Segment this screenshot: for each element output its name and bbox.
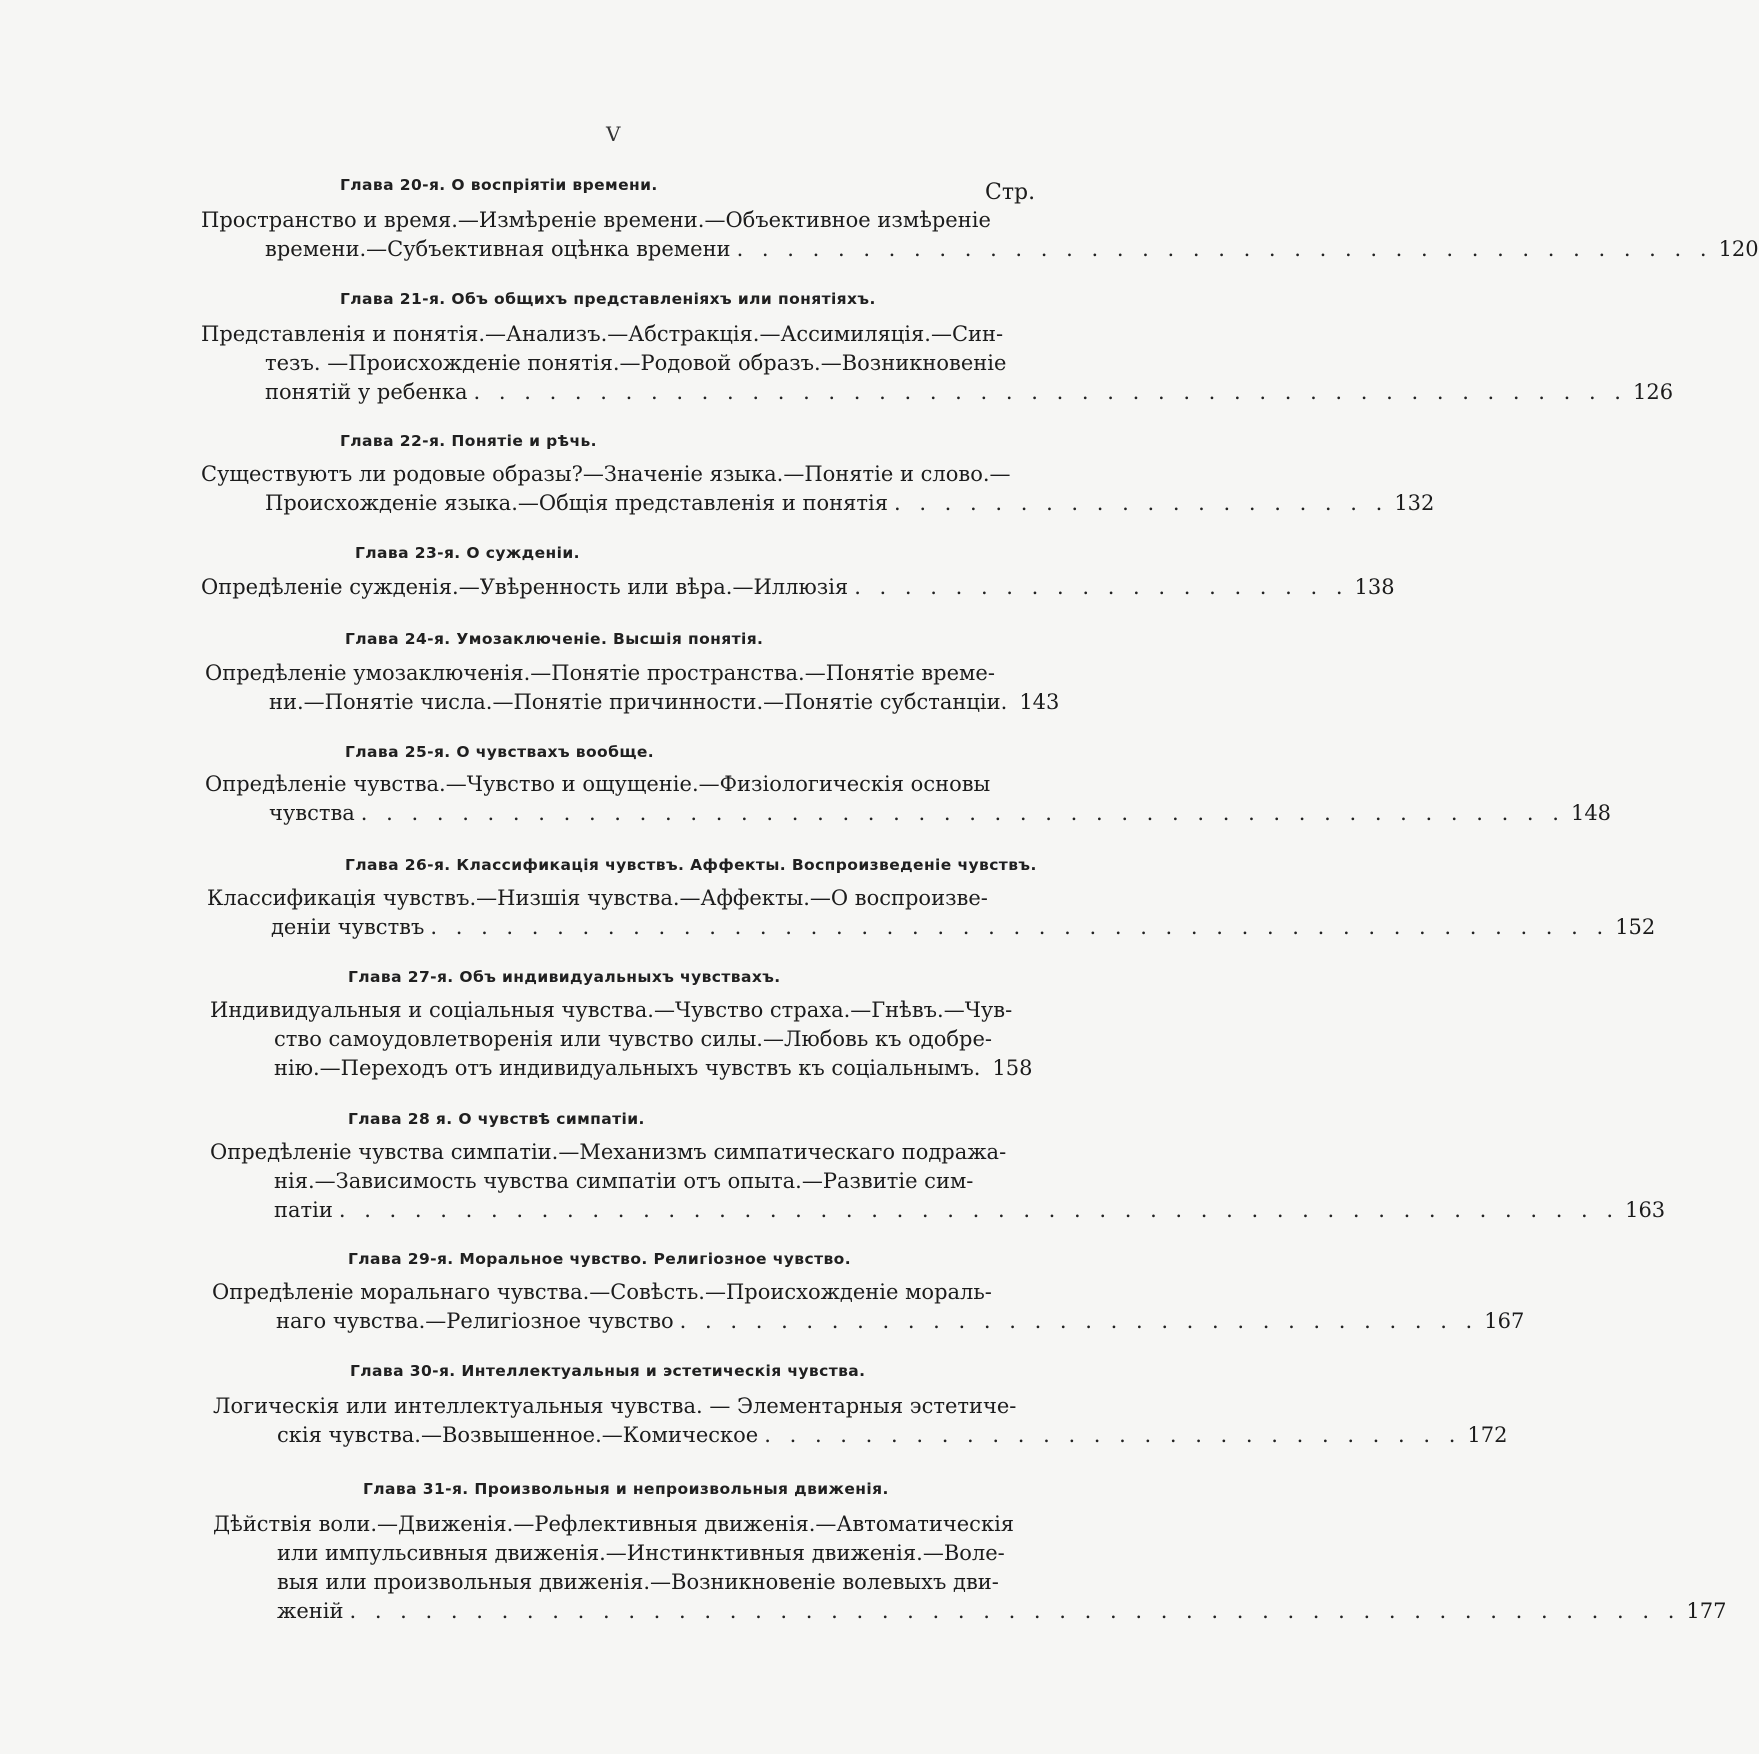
summary-line: Классификація чувствъ.—Низшія чувства.—Аффекты.—О воспроизве- — [207, 886, 988, 910]
chapter-summary — [201, 460, 1435, 518]
leader-dots: . . . . . . . . . . . . . . . . . . . . . . . . . . . . . . . . . . . . . . . . . . . . . . — [473, 380, 1627, 404]
chapter-heading: Глава 23-я. О сужденіи. — [355, 544, 580, 562]
page-column-label: Стр. — [985, 180, 1036, 205]
summary-last-line — [201, 235, 1759, 264]
leader-dots: . . . . . . . . . . . . . . . . . . . . — [854, 575, 1349, 599]
chapter-summary — [210, 1138, 1666, 1225]
summary-line: Дѣйствія воли.—Движенія.—Рефлективныя движенія.—Автоматическія — [213, 1512, 1015, 1536]
summary-line: выя или произвольныя движенія.—Возникновеніе волевыхъ дви- — [277, 1570, 999, 1594]
summary-last-line — [205, 799, 1612, 828]
chapter-heading: Глава 31-я. Произвольныя и непроизвольныя движенія. — [363, 1480, 889, 1498]
summary-last-line — [201, 489, 1435, 518]
chapter-summary — [201, 573, 1395, 602]
chapter-summary — [201, 320, 1674, 407]
summary-line: патіи — [274, 1198, 333, 1222]
summary-line: наго чувства.—Религіозное чувство — [276, 1309, 674, 1333]
chapter-heading: Глава 29-я. Моральное чувство. Религіозное чувство. — [348, 1250, 851, 1268]
leader-dots: . . . . . . . . . . . . . . . . . . . . . . . . . . . . . . . . . . . . . . . . . . . . . . . — [430, 915, 1610, 939]
summary-line: Опредѣленіе сужденія.—Увѣренность или вѣра.—Иллюзія — [201, 575, 849, 599]
chapter-summary — [213, 1510, 1727, 1626]
summary-line: женій — [277, 1599, 344, 1623]
summary-line: понятій у ребенка — [265, 380, 468, 404]
chapter-heading: Глава 28 я. О чувствѣ симпатіи. — [348, 1110, 645, 1128]
summary-last-line — [213, 1421, 1508, 1450]
summary-last-line — [212, 1307, 1525, 1336]
summary-last-line — [213, 1597, 1727, 1626]
summary-line: Опредѣленіе умозаключенія.—Понятіе пространства.—Понятіе време- — [205, 661, 995, 685]
summary-line: Опредѣленіе моральнаго чувства.—Совѣсть.—Происхожденіе мораль- — [212, 1280, 992, 1304]
chapter-summary — [210, 996, 1032, 1083]
chapter-heading: Глава 30-я. Интеллектуальныя и эстетическія чувства. — [350, 1362, 866, 1380]
page-ref: 148 — [1570, 801, 1612, 825]
page-ref: 143 — [1019, 690, 1060, 714]
chapter-heading: Глава 27-я. Объ индивидуальныхъ чувствахъ. — [348, 968, 781, 986]
summary-line: чувства — [269, 801, 355, 825]
chapter-heading: Глава 25-я. О чувствахъ вообще. — [345, 743, 655, 761]
page-ref: 132 — [1394, 491, 1435, 515]
chapter-summary — [205, 770, 1612, 828]
leader-dots: . . . . . . . . . . . . . . . . . . . . — [893, 491, 1389, 515]
summary-line: времени.—Субъективная оцѣнка времени — [265, 237, 731, 261]
summary-line: Опредѣленіе чувства.—Чувство и ощущеніе.—Физіологическія основы — [205, 772, 991, 796]
summary-line: нію.—Переходъ отъ индивидуальныхъ чувствъ къ соціальнымъ. — [274, 1056, 981, 1080]
page-ref: 120 — [1718, 237, 1759, 261]
summary-last-line — [201, 378, 1674, 407]
summary-line: деніи чувствъ — [271, 915, 425, 939]
summary-line: нія.—Зависимость чувства симпатіи отъ опыта.—Развитіе сим- — [274, 1169, 974, 1193]
chapter-summary — [207, 884, 1656, 942]
summary-line: скія чувства.—Возвышенное.—Комическое — [277, 1423, 759, 1447]
page-ref: 172 — [1467, 1423, 1508, 1447]
summary-last-line — [201, 573, 1395, 602]
page-ref: 126 — [1632, 380, 1674, 404]
leader-dots: . . . . . . . . . . . . . . . . . . . . . . . . . . . . . . . . . . . . . . . . . . . . . . . . — [360, 801, 1565, 825]
summary-line: Пространство и время.—Измѣреніе времени.—Объективное измѣреніе — [201, 208, 991, 232]
leader-dots: . . . . . . . . . . . . . . . . . . . . . . . . . . . . . . . . — [679, 1309, 1479, 1333]
summary-line: Опредѣленіе чувства симпатіи.—Механизмъ симпатическаго подража- — [210, 1140, 1007, 1164]
summary-line: Представленія и понятія.—Анализъ.—Абстракція.—Ассимиляція.—Син- — [201, 322, 1004, 346]
page-ref: 152 — [1615, 915, 1656, 939]
summary-line: ство самоудовлетворенія или чувство силы.—Любовь къ одобре- — [274, 1027, 992, 1051]
summary-line: Существуютъ ли родовые образы?—Значеніе языка.—Понятіе и слово.— — [201, 462, 1011, 486]
page-ref: 138 — [1354, 575, 1395, 599]
summary-last-line — [210, 1196, 1666, 1225]
leader-dots: . . . . . . . . . . . . . . . . . . . . . . . . . . . . . . . . . . . . . . . . . . . . . . . . . . . — [338, 1198, 1620, 1222]
chapter-summary — [205, 659, 1060, 717]
summary-line: Логическія или интеллектуальныя чувства. — Элементарныя эстетиче- — [213, 1394, 1017, 1418]
page-ref: 177 — [1686, 1599, 1727, 1623]
page-ref: 163 — [1625, 1198, 1666, 1222]
chapter-heading: Глава 22-я. Понятіе и рѣчь. — [340, 432, 597, 450]
leader-dots: . . . . . . . . . . . . . . . . . . . . . . . . . . . . — [764, 1423, 1462, 1447]
chapter-heading: Глава 20-я. О воспріятіи времени. — [340, 176, 658, 194]
summary-line: тезъ. —Происхожденіе понятія.—Родовой образъ.—Возникновеніе — [265, 351, 1007, 375]
page-ref: 167 — [1484, 1309, 1525, 1333]
summary-last-line — [207, 913, 1656, 942]
summary-line: ни.—Понятіе числа.—Понятіе причинности.—Понятіе субстанціи. — [269, 690, 1008, 714]
summary-line: Происхожденіе языка.—Общія представленія и понятія — [265, 491, 888, 515]
chapter-heading: Глава 26-я. Классификація чувствъ. Аффекты. Воспроизведеніе чувствъ. — [345, 856, 1037, 874]
summary-line: или импульсивныя движенія.—Инстинктивныя движенія.—Воле- — [277, 1541, 1005, 1565]
summary-line: Индивидуальныя и соціальныя чувства.—Чувство страха.—Гнѣвъ.—Чув- — [210, 998, 1013, 1022]
summary-last-line — [210, 1054, 1032, 1083]
page-ref: 158 — [992, 1056, 1033, 1080]
leader-dots: . . . . . . . . . . . . . . . . . . . . . . . . . . . . . . . . . . . . . . . — [736, 237, 1713, 261]
chapter-summary — [201, 206, 1759, 264]
chapter-summary — [212, 1278, 1525, 1336]
summary-last-line — [205, 688, 1060, 717]
chapter-summary — [213, 1392, 1508, 1450]
leader-dots: . . . . . . . . . . . . . . . . . . . . . . . . . . . . . . . . . . . . . . . . . . . . . . . . . . . . . — [349, 1599, 1681, 1623]
page-number: V — [606, 122, 621, 146]
chapter-heading: Глава 21-я. Объ общихъ представленіяхъ или понятіяхъ. — [340, 290, 876, 308]
chapter-heading: Глава 24-я. Умозаключеніе. Высшія понятія. — [345, 630, 764, 648]
